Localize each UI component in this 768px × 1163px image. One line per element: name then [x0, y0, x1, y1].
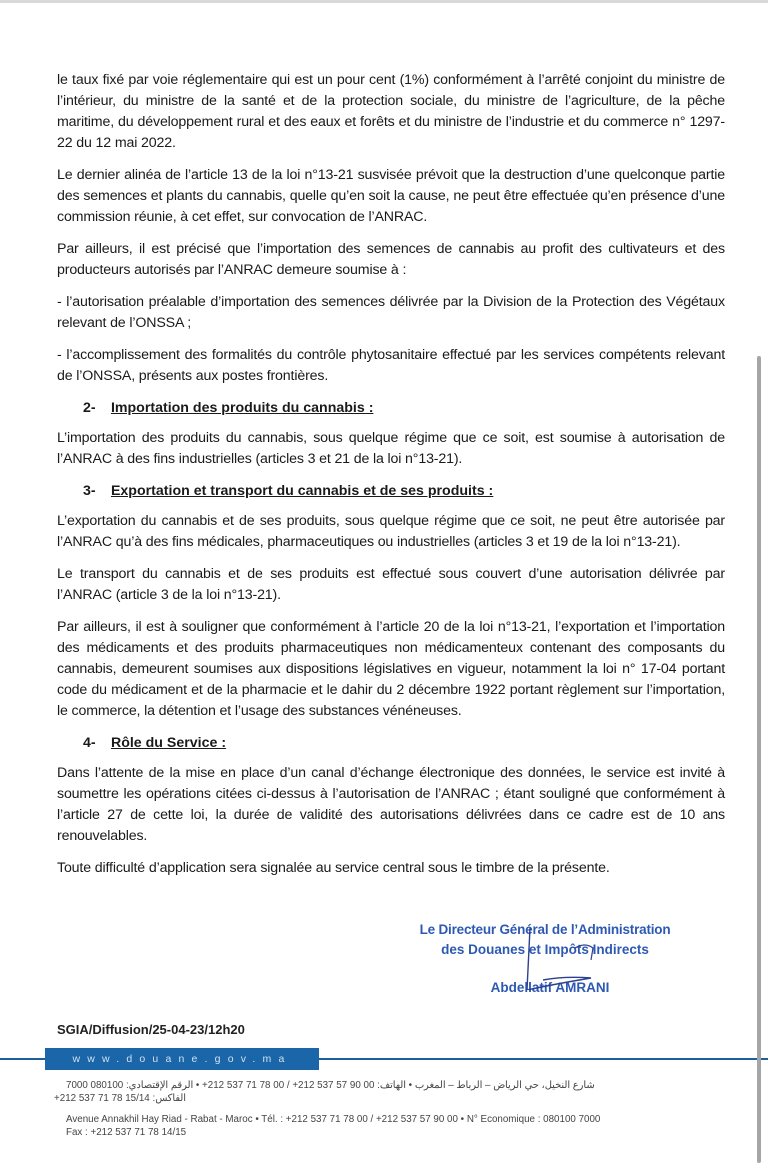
paragraph: Le dernier alinéa de l’article 13 de la loi n°13-21 susvisée prévoit que la destruction d’une quelconque partie des semences et plants du cannabis, quelle qu’en soit la cause, ne peut être effectuée qu’en présence d’une commission réunie, à cet effet, sur convocation de l’ANRAC. [57, 167, 725, 225]
footer-french-fax: Fax : +212 537 71 78 14/15 [66, 1127, 187, 1138]
signatory-title-line1: Le Directeur Général de l’Administration [419, 922, 671, 937]
paragraph: le taux fixé par voie réglementaire qui est un pour cent (1%) conformément à l’arrêté conjoint du ministre de l’intérieur, du ministre de la santé et de la protection sociale, du ministre de l’agriculture, de la pêche maritime, du développement rural et des eaux et forêts et du ministre de l’industrie et du commerce n° 1297-22 du 12 mai 2022. [57, 72, 725, 151]
diffusion-reference: SGIA/Diffusion/25-04-23/12h20 [57, 1022, 245, 1037]
footer-arabic-address: شارع النخيل، حي الرياض – الرباط – المغرب • الهاتف: 00 90 57 537 212+ / 00 78 71 537 212+ • الرقم الإقتصادي: 080100 7000 [66, 1080, 595, 1091]
signatory-name: Abdellatif AMRANI [490, 980, 610, 995]
website-link[interactable]: www.douane.gov.ma [45, 1048, 319, 1070]
signatory-title-line2: des Douanes et Impôts Indirects [441, 942, 649, 957]
section-title: Importation des produits du cannabis : [110, 400, 374, 416]
scrollbar-thumb[interactable] [757, 356, 761, 1163]
section-number: 4- [83, 735, 96, 751]
paragraph: Dans l’attente de la mise en place d’un canal d’échange électronique des données, le service est invité à soumettre les opérations citées ci-dessus à l’autorisation de l’ANRAC ; étant souligné que conformément à l’article 27 de cette loi, la durée de validité des autorisations délivrées dans ce cadre est de 10 ans renouvelables. [57, 765, 725, 844]
list-item: - l’accomplissement des formalités du contrôle phytosanitaire effectué par les services compétents relevant de l’ONSSA, présents aux postes frontières. [57, 347, 725, 384]
section-heading-importation [83, 398, 725, 419]
section-heading-exportation [83, 481, 725, 502]
section-title: Rôle du Service : [110, 735, 227, 751]
list-item: - l’autorisation préalable d’importation des semences délivrée par la Division de la Protection des Végétaux relevant de l’ONSSA ; [57, 294, 725, 331]
signature-block [415, 920, 675, 998]
paragraph: L’importation des produits du cannabis, sous quelque régime que ce soit, est soumise à autorisation de l’ANRAC à des fins industrielles (articles 3 et 21 de la loi n°13-21). [57, 430, 725, 467]
section-number: 2- [83, 400, 96, 416]
paragraph: L’exportation du cannabis et de ses produits, sous quelque régime que ce soit, ne peut être autorisée par l’ANRAC qu’à des fins médicales, pharmaceutiques ou industrielles (articles 3 et 19 de la loi n°13-21). [57, 513, 725, 550]
footer-arabic-fax: الفاكس: 15/14 78 71 537 212+ [54, 1093, 186, 1104]
paragraph: Toute difficulté d’application sera signalée au service central sous le timbre de la présente. [57, 860, 610, 876]
section-number: 3- [83, 483, 96, 499]
document-body [57, 70, 725, 890]
paragraph: Par ailleurs, il est à souligner que conformément à l’article 20 de la loi n°13-21, l’exportation et l’importation des médicaments et des produits pharmaceutiques non médicamenteux contenant des composants du cannabis, demeurent soumises aux dispositions législatives en vigueur, notamment la loi n° 17-04 portant code du médicament et de la pharmacie et le dahir du 2 décembre 1922 portant règlement sur l’importation, le commerce, la détention et l’usage des substances vénéneuses. [57, 619, 725, 719]
footer-french-address: Avenue Annakhil Hay Riad - Rabat - Maroc • Tél. : +212 537 71 78 00 / +212 537 57 90 00 • N° Economique : 080100 7000 [66, 1114, 601, 1125]
section-title: Exportation et transport du cannabis et de ses produits : [110, 483, 494, 499]
top-edge [0, 0, 768, 3]
section-heading-role [83, 733, 725, 754]
paragraph: Par ailleurs, il est précisé que l’importation des semences de cannabis au profit des cultivateurs et des producteurs autorisés par l’ANRAC demeure soumise à : [57, 241, 725, 278]
paragraph: Le transport du cannabis et de ses produits est effectué sous couvert d’une autorisation délivrée par l’ANRAC (article 3 de la loi n°13-21). [57, 566, 725, 603]
